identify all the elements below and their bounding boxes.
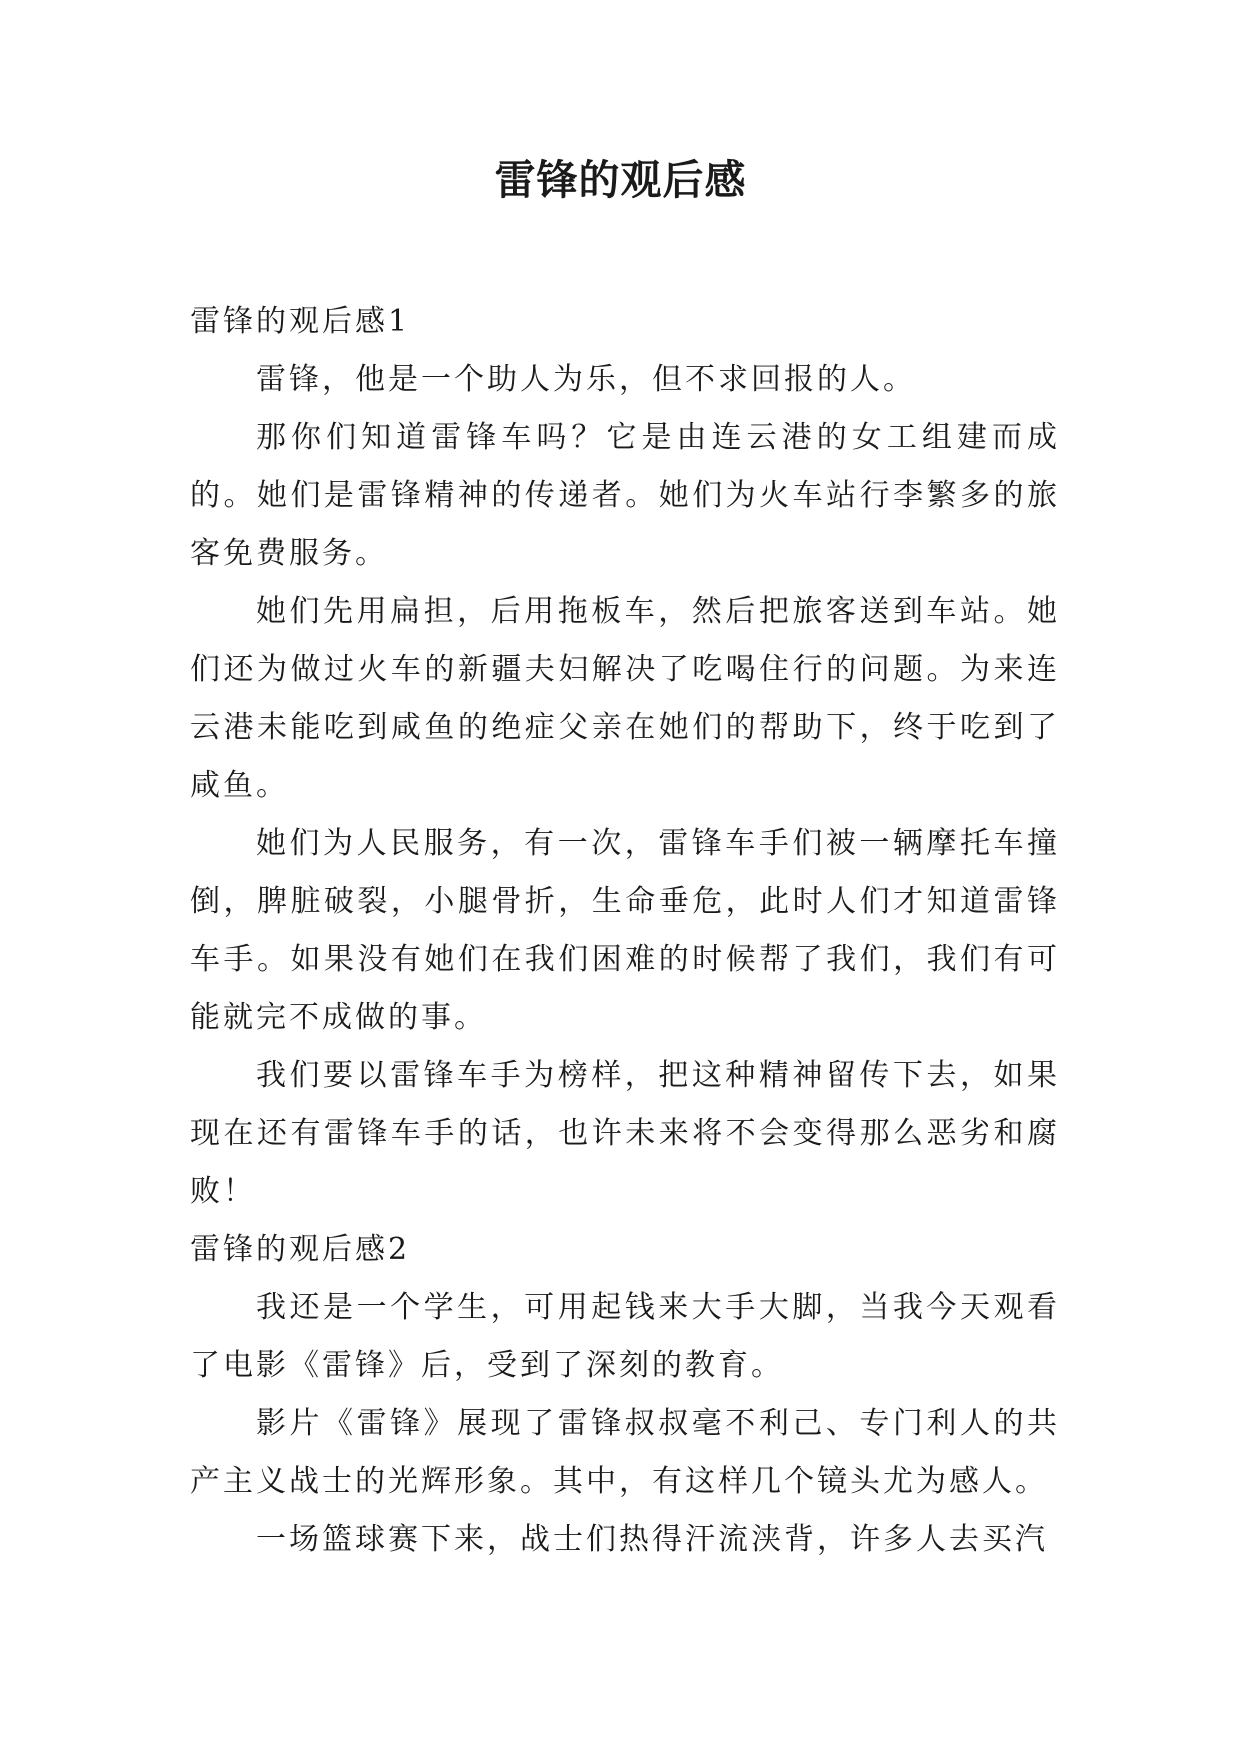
- paragraph: 我还是一个学生，可用起钱来大手大脚，当我今天观看了电影《雷锋》后，受到了深刻的教育。: [190, 1290, 1060, 1383]
- document-body: [190, 293, 1060, 1569]
- paragraph: 她们为人民服务，有一次，雷锋车手们被一辆摩托车撞倒，脾脏破裂，小腿骨折，生命垂危，此时人们才知道雷锋车手。如果没有她们在我们困难的时候帮了我们，我们有可能就完不成做的事。: [190, 826, 1060, 1035]
- paragraph: 她们先用扁担，后用拖板车，然后把旅客送到车站。她们还为做过火车的新疆夫妇解决了吃喝住行的问题。为来连云港未能吃到咸鱼的绝症父亲在她们的帮助下，终于吃到了咸鱼。: [190, 594, 1060, 803]
- paragraph: 一场篮球赛下来，战士们热得汗流浃背，许多人去买汽: [256, 1522, 1048, 1557]
- paragraph: 影片《雷锋》展现了雷锋叔叔毫不利己、专门利人的共产主义战士的光辉形象。其中，有这样几个镜头尤为感人。: [190, 1406, 1060, 1499]
- paragraph: 那你们知道雷锋车吗？它是由连云港的女工组建而成的。她们是雷锋精神的传递者。她们为火车站行李繁多的旅客免费服务。: [190, 420, 1060, 571]
- document-title: 雷锋的观后感: [494, 156, 747, 204]
- section-heading: 雷锋的观后感1: [190, 304, 411, 339]
- paragraph: 雷锋，他是一个助人为乐，但不求回报的人。: [256, 362, 916, 397]
- section-heading: 雷锋的观后感2: [190, 1232, 411, 1267]
- paragraph: 我们要以雷锋车手为榜样，把这种精神留传下去，如果现在还有雷锋车手的话，也许未来将不会变得那么恶劣和腐败！: [190, 1058, 1060, 1209]
